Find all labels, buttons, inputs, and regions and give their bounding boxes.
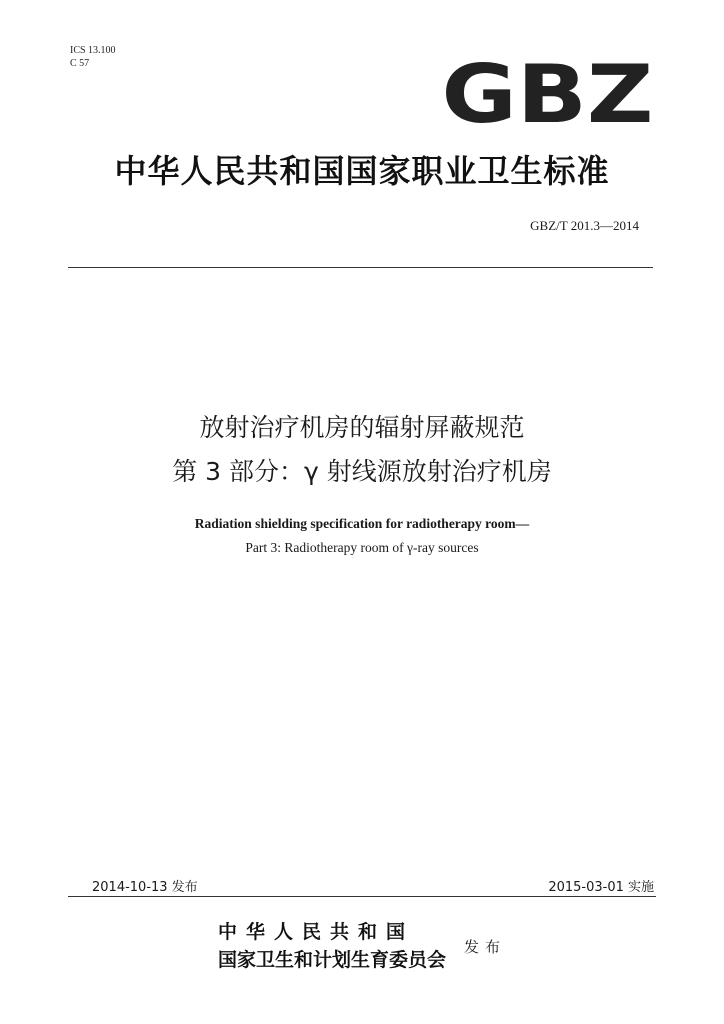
header-divider [68,267,653,268]
ics-code: ICS 13.100 [70,45,116,56]
title-chinese-line-2: 第 3 部分：γ 射线源放射治疗机房 [172,457,552,486]
national-standard-title: 中华人民共和国国家职业卫生标准 [114,152,610,190]
standard-number: GBZ/T 201.3—2014 [530,218,639,233]
title-chinese-line-1: 放射治疗机房的辐射屏蔽规范 [199,413,525,442]
title-english-line-1: Radiation shielding specification for radiotherapy room— [194,516,530,531]
implementation-date: 2015-03-01 实施 [548,880,654,895]
classification-codes [70,44,116,70]
publish-label: 发布 [464,938,507,956]
ccs-code: C 57 [70,58,90,69]
gbz-logo [440,58,655,126]
issuer-line-2: 国家卫生和计划生育委员会 [218,949,447,971]
title-english-line-2: Part 3: Radiotherapy room of γ-ray sources [245,540,479,555]
issuer-line-1: 中华人民共和国 [218,921,415,943]
gbz-logo-text: GBZ [441,58,654,126]
issue-date: 2014-10-13 发布 [92,880,198,895]
issuing-authorities [218,918,446,974]
footer-divider [68,896,656,897]
